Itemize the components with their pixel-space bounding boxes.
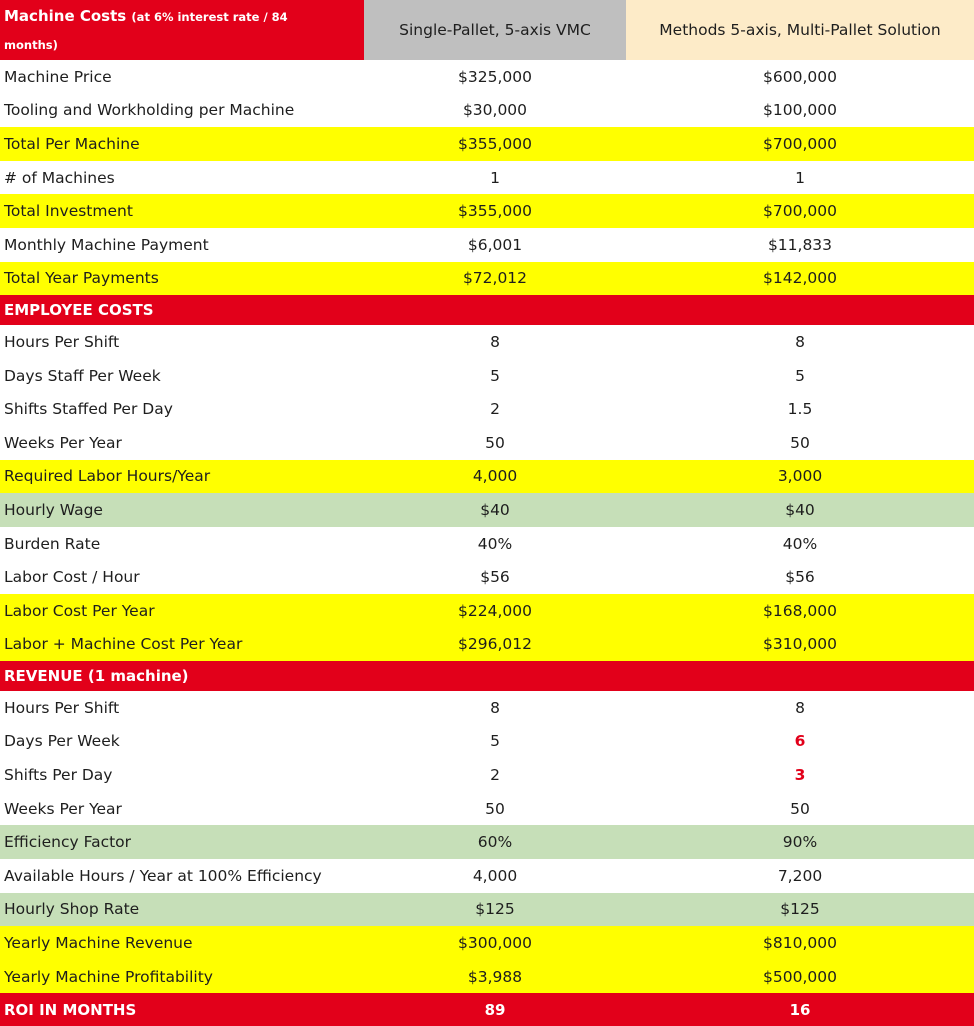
roi-label: ROI IN MONTHS [4,1000,137,1019]
value-single-pallet: 8 [490,332,500,351]
table-row [0,127,974,161]
row-label: Total Investment [4,202,133,221]
section-title: REVENUE (1 machine) [4,667,189,686]
table-row [0,60,974,94]
value-multi-pallet: 1 [795,168,805,187]
table-row [0,426,974,460]
revenue-section [0,691,974,993]
table-row [0,262,974,296]
value-multi-pallet: $56 [785,568,815,587]
value-multi-pallet: 7,200 [777,866,823,885]
row-label: Hourly Shop Rate [4,900,140,919]
value-multi-pallet: $700,000 [763,202,837,221]
value-single-pallet: $56 [480,568,510,587]
value-single-pallet: 60% [477,833,513,852]
value-multi-pallet: $125 [780,900,820,919]
employee-costs-header [0,295,974,325]
value-multi-pallet: 40% [782,534,818,553]
table-row [0,359,974,393]
table-row [0,792,974,826]
table-row [0,228,974,262]
value-multi-pallet: $310,000 [763,635,837,654]
row-label: Hours Per Shift [4,698,120,717]
value-single-pallet: 2 [490,400,500,419]
table-row [0,560,974,594]
table-row [0,325,974,359]
row-label: Shifts Per Day [4,766,113,785]
value-multi-pallet: $100,000 [763,101,837,120]
table-row [0,460,974,494]
header-title-note: (at 6% interest rate / 84 [131,9,288,24]
value-single-pallet: $325,000 [458,67,532,86]
header-title-main: Machine Costs [4,6,127,25]
value-single-pallet: $3,988 [467,967,523,986]
row-label: Monthly Machine Payment [4,235,209,254]
value-single-pallet: 5 [490,732,500,751]
value-single-pallet: $30,000 [462,101,528,120]
value-single-pallet: 40% [477,534,513,553]
row-label: Labor + Machine Cost Per Year [4,635,243,654]
value-single-pallet: 4,000 [472,467,518,486]
row-label: Yearly Machine Revenue [4,934,193,953]
value-single-pallet: $300,000 [458,934,532,953]
row-label: Labor Cost Per Year [4,601,155,620]
roi-row [0,993,974,1026]
machine-costs-section [0,60,974,295]
table-row [0,725,974,759]
value-multi-pallet: 50 [790,433,810,452]
value-single-pallet: $125 [475,900,515,919]
table-row [0,594,974,628]
row-label: Days Staff Per Week [4,366,161,385]
value-single-pallet: 1 [490,168,500,187]
table-header [0,0,974,60]
row-label: Total Per Machine [4,134,140,153]
value-multi-pallet: 8 [795,332,805,351]
value-single-pallet: $6,001 [467,235,523,254]
value-multi-pallet: 1.5 [787,400,813,419]
value-multi-pallet: 3 [794,766,806,785]
value-single-pallet: 4,000 [472,866,518,885]
value-multi-pallet: 90% [782,833,818,852]
row-label: Shifts Staffed Per Day [4,400,173,419]
table-row [0,161,974,195]
roi-value-multi: 16 [789,1000,811,1019]
table-row [0,758,974,792]
value-multi-pallet: 8 [795,698,805,717]
value-multi-pallet: 3,000 [777,467,823,486]
header-col-single-pallet: Single-Pallet, 5-axis VMC [364,0,626,60]
value-multi-pallet: $11,833 [767,235,833,254]
row-label: Weeks Per Year [4,433,122,452]
value-single-pallet: $72,012 [462,269,528,288]
header-col-multi-pallet: Methods 5-axis, Multi-Pallet Solution [626,0,974,60]
revenue-header [0,661,974,691]
value-multi-pallet: 50 [790,799,810,818]
value-multi-pallet: 5 [795,366,805,385]
value-multi-pallet: $142,000 [763,269,837,288]
value-multi-pallet: $810,000 [763,934,837,953]
header-title [0,0,364,60]
table-row [0,893,974,927]
roi-value-single: 89 [484,1000,506,1019]
value-single-pallet: 5 [490,366,500,385]
table-row [0,926,974,960]
value-multi-pallet: 6 [794,732,806,751]
value-multi-pallet: $600,000 [763,67,837,86]
table-row [0,825,974,859]
table-row [0,527,974,561]
value-multi-pallet: $700,000 [763,134,837,153]
row-label: # of Machines [4,168,115,187]
value-single-pallet: $355,000 [458,134,532,153]
value-single-pallet: $40 [480,500,510,519]
value-multi-pallet: $168,000 [763,601,837,620]
employee-costs-section [0,325,974,661]
header-title-note2: months) [4,37,58,52]
value-multi-pallet: $500,000 [763,967,837,986]
value-single-pallet: $296,012 [458,635,532,654]
row-label: Days Per Week [4,732,120,751]
row-label: Available Hours / Year at 100% Efficiency [4,866,322,885]
table-row [0,94,974,128]
table-row [0,194,974,228]
row-label: Weeks Per Year [4,799,122,818]
row-label: Labor Cost / Hour [4,568,140,587]
section-title: EMPLOYEE COSTS [4,301,154,320]
table-row [0,960,974,994]
row-label: Efficiency Factor [4,833,132,852]
value-single-pallet: $224,000 [458,601,532,620]
value-multi-pallet: $40 [785,500,815,519]
row-label: Yearly Machine Profitability [4,967,213,986]
table-row [0,859,974,893]
row-label: Tooling and Workholding per Machine [4,101,295,120]
value-single-pallet: 50 [485,799,505,818]
row-label: Hours Per Shift [4,332,120,351]
row-label: Burden Rate [4,534,101,553]
value-single-pallet: 8 [490,698,500,717]
value-single-pallet: 50 [485,433,505,452]
table-row [0,392,974,426]
value-single-pallet: $355,000 [458,202,532,221]
table-row [0,493,974,527]
value-single-pallet: 2 [490,766,500,785]
row-label: Required Labor Hours/Year [4,467,211,486]
row-label: Hourly Wage [4,500,103,519]
table-row [0,628,974,662]
table-row [0,691,974,725]
row-label: Total Year Payments [4,269,159,288]
row-label: Machine Price [4,67,112,86]
